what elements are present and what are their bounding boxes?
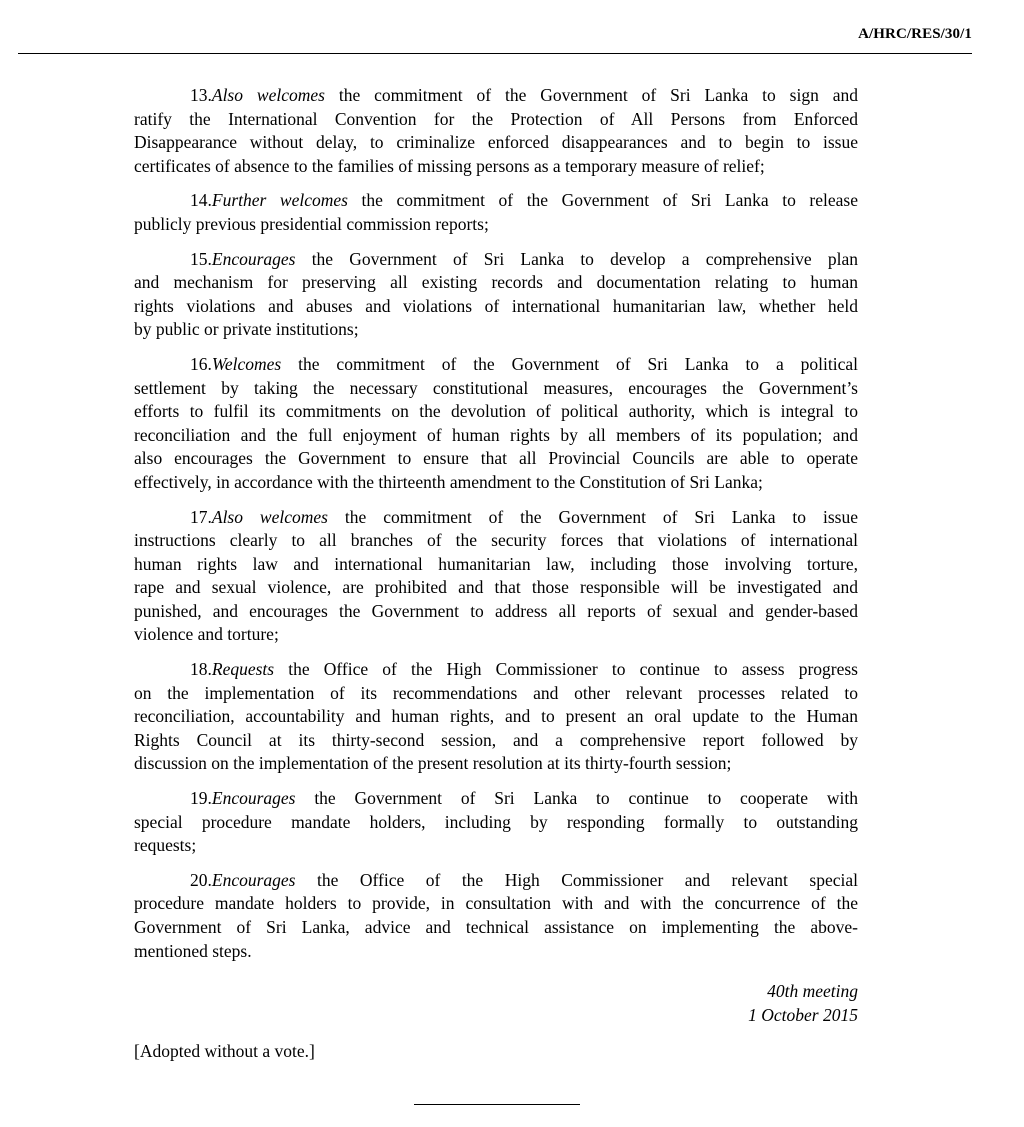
paragraph-19 <box>134 787 858 858</box>
adoption-note: [Adopted without a vote.] <box>134 1041 315 1061</box>
meeting-signature <box>748 980 858 1027</box>
paragraph-line: reconciliation and the full enjoyment of human rights by all members of its population; and <box>134 424 858 445</box>
paragraph-line: rights violations and abuses and violations of international humanitarian law, whether held <box>134 295 858 316</box>
paragraph-line: ratify the International Convention for the Protection of All Persons from Enforced <box>134 108 858 129</box>
document-symbol: A/HRC/RES/30/1 <box>858 26 972 42</box>
paragraph-line: by public or private institutions; <box>134 319 359 340</box>
paragraph-14 <box>134 189 858 236</box>
paragraph-keyword: Further welcomes <box>211 190 348 211</box>
paragraph-line: discussion on the implementation of the present resolution at its thirty-fourth session; <box>134 753 732 774</box>
paragraph-keyword: Encourages <box>211 248 296 269</box>
paragraph-text: the commitment of the Government of Sri Lanka to sign and <box>324 85 858 105</box>
paragraph-keyword: Also welcomes <box>211 85 325 105</box>
paragraph-line: and mechanism for preserving all existing records and documentation relating to human <box>134 272 858 293</box>
paragraph-keyword: Welcomes <box>211 353 282 374</box>
meeting-date: 1 October 2015 <box>748 1004 858 1025</box>
paragraph-line: Disappearance without delay, to criminalize enforced disappearances and to begin to issue <box>134 132 858 153</box>
paragraph-line: special procedure mandate holders, including by responding formally to outstanding <box>134 811 858 832</box>
paragraph-line: human rights law and international humanitarian law, including those involving torture, <box>134 553 858 574</box>
paragraph-line: publicly previous presidential commission reports; <box>134 213 489 234</box>
paragraph-keyword: Encourages <box>211 869 296 890</box>
paragraph-line <box>134 248 858 272</box>
paragraph-number: 17. <box>190 506 212 527</box>
paragraph-line: also encourages the Government to ensure that all Provincial Councils are able to operate <box>134 448 858 469</box>
paragraph-number: 19. <box>190 788 212 809</box>
paragraph-line: Rights Council at its thirty-second session, and a comprehensive report followed by <box>134 729 858 750</box>
paragraph-line: certificates of absence to the families of missing persons as a temporary measure of relief; <box>134 155 765 176</box>
paragraph-text: the commitment of the Government of Sri Lanka to release <box>347 190 858 211</box>
paragraph-line: rape and sexual violence, are prohibited and that those responsible will be investigated and <box>134 577 858 598</box>
paragraph-line: violence and torture; <box>134 624 279 645</box>
paragraph-line <box>134 787 858 811</box>
paragraph-line <box>134 869 858 893</box>
paragraph-line: instructions clearly to all branches of the security forces that violations of international <box>134 530 858 551</box>
paragraph-line: on the implementation of its recommendations and other relevant processes related to <box>134 682 858 703</box>
paragraph-line <box>134 84 858 108</box>
paragraph-16 <box>134 353 858 495</box>
paragraph-line: Government of Sri Lanka, advice and technical assistance on implementing the above- <box>134 917 858 937</box>
paragraph-15 <box>134 248 858 342</box>
footer-rule <box>414 1104 580 1105</box>
paragraph-line: settlement by taking the necessary constitutional measures, encourages the Government’s <box>134 377 858 398</box>
paragraph-text: the commitment of the Government of Sri Lanka to a political <box>281 353 858 374</box>
paragraph-line <box>134 506 858 530</box>
paragraph-text: the Office of the High Commissioner to continue to assess progress <box>274 659 858 680</box>
paragraph-text: the Government of Sri Lanka to continue to cooperate with <box>295 788 858 809</box>
paragraph-18 <box>134 658 858 776</box>
paragraph-line <box>134 353 858 377</box>
paragraph-line: procedure mandate holders to provide, in consultation with and with the concurrence of the <box>134 893 858 914</box>
paragraph-line: effectively, in accordance with the thirteenth amendment to the Constitution of Sri Lanka; <box>134 471 763 492</box>
resolution-body <box>134 84 858 974</box>
header-rule <box>18 53 972 54</box>
paragraph-number: 14. <box>190 190 212 211</box>
paragraph-number: 13. <box>190 85 212 105</box>
paragraph-number: 18. <box>190 659 212 680</box>
paragraph-20 <box>134 869 858 963</box>
paragraph-keyword: Also welcomes <box>211 506 328 527</box>
paragraph-line: requests; <box>134 835 197 856</box>
paragraph-text: the Government of Sri Lanka to develop a comprehensive plan <box>295 248 858 269</box>
paragraph-line <box>134 658 858 682</box>
paragraph-line: punished, and encourages the Government to address all reports of sexual and gender-based <box>134 600 858 621</box>
paragraph-keyword: Encourages <box>211 788 296 809</box>
paragraph-number: 20. <box>190 869 212 890</box>
paragraph-line: reconciliation, accountability and human rights, and to present an oral update to the Human <box>134 706 858 727</box>
meeting-number: 40th meeting <box>767 981 858 1001</box>
paragraph-text: the Office of the High Commissioner and relevant special <box>295 869 858 890</box>
paragraph-keyword: Requests <box>211 659 275 680</box>
paragraph-13 <box>134 84 858 178</box>
paragraph-line: efforts to fulfil its commitments on the devolution of political authority, which is integral to <box>134 401 858 422</box>
paragraph-number: 16. <box>190 353 212 374</box>
paragraph-line: mentioned steps. <box>134 940 252 961</box>
paragraph-line <box>134 189 858 213</box>
paragraph-17 <box>134 506 858 648</box>
paragraph-number: 15. <box>190 248 212 269</box>
paragraph-text: the commitment of the Government of Sri Lanka to issue <box>327 506 858 527</box>
